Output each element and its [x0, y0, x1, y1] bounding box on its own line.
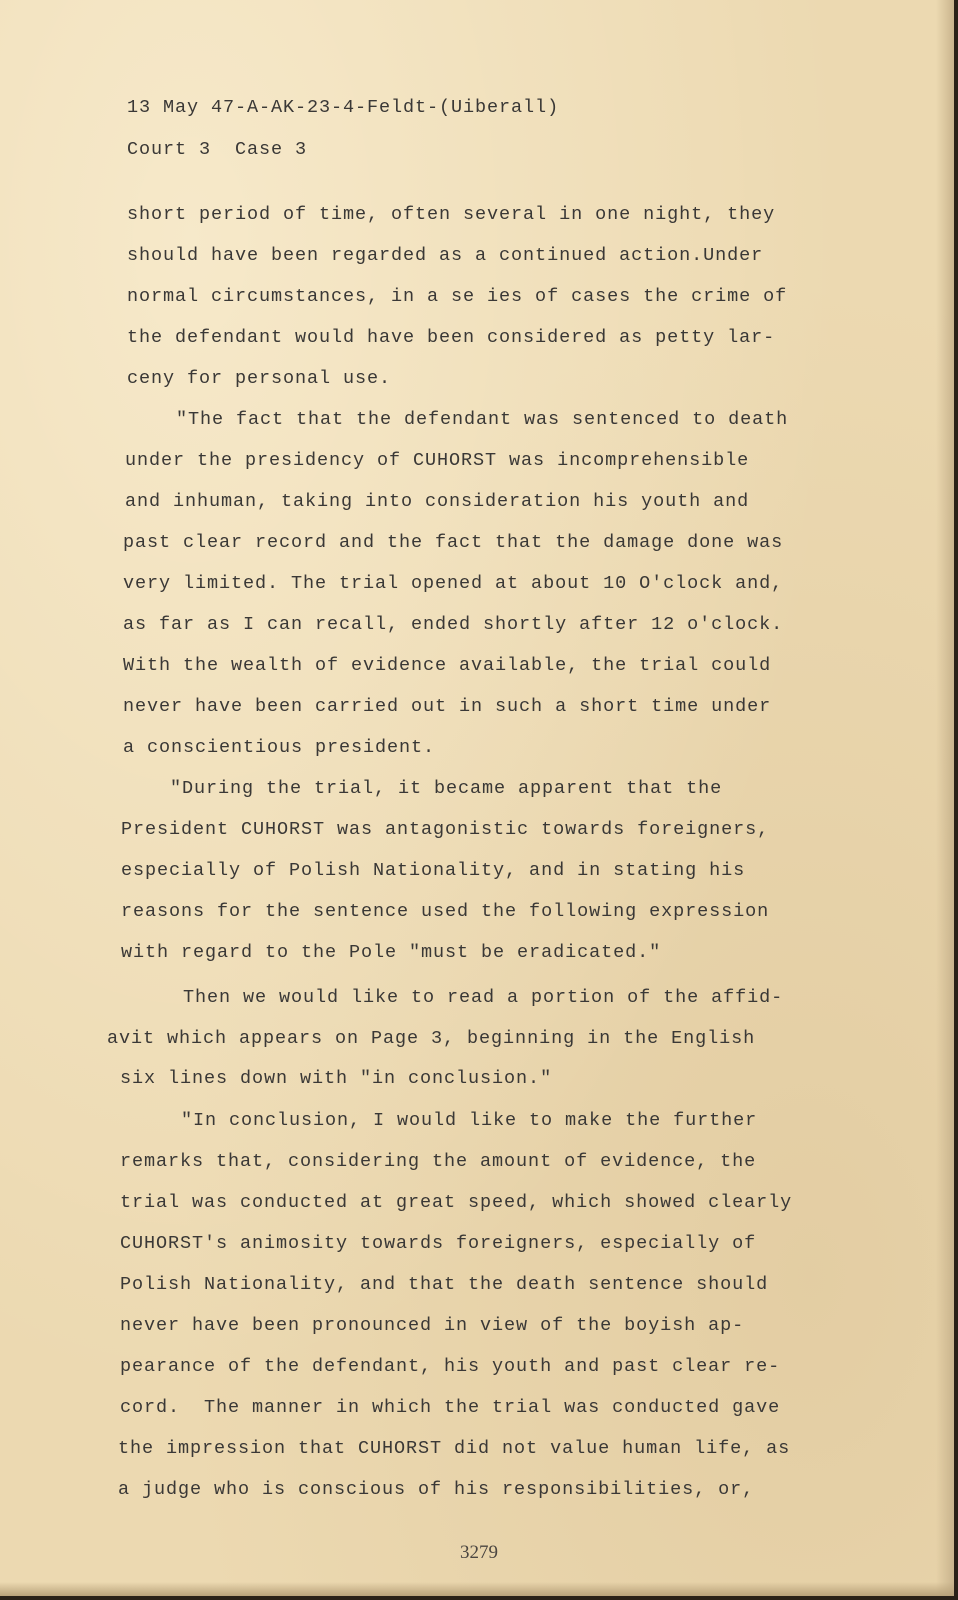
body-line: a conscientious president. — [123, 737, 436, 758]
page-number: 3279 — [460, 1542, 498, 1563]
page-edge-shadow — [936, 0, 954, 1596]
body-line: ceny for personal use. — [127, 368, 392, 389]
body-line: six lines down with "in conclusion." — [120, 1068, 553, 1089]
body-line: very limited. The trial opened at about 10 O'clock and, — [123, 573, 784, 594]
body-line: as far as I can recall, ended shortly after 12 o'clock. — [123, 614, 784, 635]
body-line: with regard to the Pole "must be eradicated." — [121, 942, 662, 963]
body-line: short period of time, often several in one night, they — [127, 204, 776, 225]
header-court-case: Court 3 Case 3 — [127, 139, 308, 160]
body-line: and inhuman, taking into consideration his youth and — [125, 491, 750, 512]
body-line: the impression that CUHORST did not value human life, as — [118, 1438, 791, 1459]
body-line: avit which appears on Page 3, beginning in the English — [107, 1028, 756, 1049]
body-line: never have been pronounced in view of the boyish ap- — [120, 1315, 745, 1336]
body-line: cord. The manner in which the trial was conducted gave — [120, 1397, 781, 1418]
body-line: normal circumstances, in a se ies of cases the crime of — [127, 286, 788, 307]
body-line: the defendant would have been considered as petty lar- — [127, 327, 776, 348]
body-line: a judge who is conscious of his responsibilities, or, — [118, 1479, 755, 1500]
body-line: pearance of the defendant, his youth and past clear re- — [120, 1356, 781, 1377]
body-line: Polish Nationality, and that the death sentence should — [120, 1274, 769, 1295]
body-line: never have been carried out in such a short time under — [123, 696, 772, 717]
body-line: "During the trial, it became apparent that the — [170, 778, 723, 799]
body-line: remarks that, considering the amount of evidence, the — [120, 1151, 757, 1172]
body-line: "In conclusion, I would like to make the further — [181, 1110, 758, 1131]
page-bottom-shadow — [0, 1582, 954, 1596]
body-line: CUHORST's animosity towards foreigners, especially of — [120, 1233, 757, 1254]
body-line: past clear record and the fact that the damage done was — [123, 532, 784, 553]
body-line: trial was conducted at great speed, which showed clearly — [120, 1192, 793, 1213]
body-line: especially of Polish Nationality, and in stating his — [121, 860, 746, 881]
body-line: under the presidency of CUHORST was incomprehensible — [125, 450, 750, 471]
body-line: With the wealth of evidence available, the trial could — [123, 655, 772, 676]
body-line: "The fact that the defendant was sentenced to death — [176, 409, 789, 430]
body-line: reasons for the sentence used the following expression — [121, 901, 770, 922]
body-line: should have been regarded as a continued action.Under — [127, 245, 764, 266]
body-line: Then we would like to read a portion of the affid- — [183, 987, 784, 1008]
body-line: President CUHORST was antagonistic towards foreigners, — [121, 819, 770, 840]
header-reference: 13 May 47-A-AK-23-4-Feldt-(Uiberall) — [127, 97, 560, 118]
